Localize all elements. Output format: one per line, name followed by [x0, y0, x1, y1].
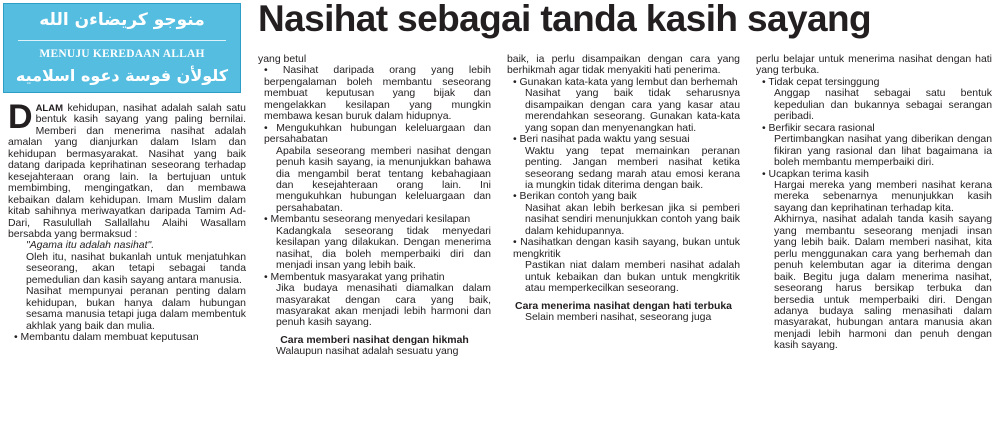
bullet-point: • Membantu seseorang menyedari kesilapan: [264, 214, 471, 226]
column-banner: [3, 3, 241, 93]
article-column-2: [258, 54, 491, 358]
banner-arabic-subtitle: كلولأن فوسة دعوه اسلاميه: [15, 66, 229, 85]
paragraph: Kadangkala seseorang tidak menyedari kesilapan yang dilakukan. Dengan menerima nasihat, dia boleh memperbaiki diri dan menjadi insan yang lebih baik.: [276, 225, 491, 272]
bullet-point: • Membantu dalam membuat keputusan: [14, 332, 199, 344]
section-subheading: Cara menerima nasihat dengan hati terbuka: [515, 300, 732, 312]
bullet-point: • Membentuk masyarakat yang prihatin: [264, 271, 445, 283]
paragraph: Oleh itu, nasihat bukanlah untuk menjatuhkan seseorang, akan tetapi sebagai tanda pemedulian dan kasih sayang antara manusia.: [26, 251, 246, 286]
paragraph: Nasihat mempunyai peranan penting dalam kehidupan, bukan hanya dalam hubungan sesama manusia tetapi juga dalam membentuk akhlak yang baik dan mulia.: [26, 286, 246, 332]
article-headline: Nasihat sebagai tanda kasih sayang: [258, 0, 871, 39]
bullet-point: • Nasihat daripada orang yang lebih berpengalaman boleh membantu seseorang membuat keputusan yang bijak dan mengelakkan kesilapan yang mungkin membawa kesan buruk dalam hidupnya.: [264, 65, 491, 123]
hadith-quote: "Agama itu adalah nasihat".: [26, 240, 155, 252]
bullet-point: • Gunakan kata-kata yang lembut dan berhemah: [513, 76, 738, 88]
bullet-point: • Mengukuhkan hubungan keleluargaan dan persahabatan: [264, 122, 491, 146]
section-subheading: Cara memberi nasihat dengan hikmah: [280, 334, 469, 346]
article-column-4: [756, 54, 992, 352]
paragraph: Hargai mereka yang memberi nasihat kerana mereka sebenarnya menunjukkan kasih sayang dan keprihatinan terhadap kita.: [774, 179, 992, 214]
paragraph: Selain memberi nasihat, seseorang juga: [525, 311, 712, 323]
paragraph: yang betul: [258, 54, 307, 65]
bullet-point: • Berfikir secara rasional: [762, 122, 875, 134]
lead-paragraph: [8, 98, 246, 240]
paragraph: Apabila seseorang memberi nasihat dengan penuh kasih sayang, ia menunjukkan bahawa dia mengambil berat tentang kebahagiaan dan kesejahteraan orang lain. Ini mengukuhkan hubungan keleluargaan dan persahabatan.: [276, 145, 491, 214]
bullet-point: • Ucapkan terima kasih: [762, 168, 869, 180]
bullet-point: • Nasihatkan dengan kasih sayang, bukan untuk mengkritik: [513, 237, 740, 260]
bullet-point: • Berikan contoh yang baik: [513, 191, 637, 203]
paragraph: Pastikan niat dalam memberi nasihat adalah untuk kebaikan dan bukan untuk mengkritik atau memperkecilkan seseorang.: [525, 260, 740, 295]
banner-arabic-title: منوجو كريضاءن الله: [39, 10, 205, 30]
bullet-point: • Tidak cepat tersinggung: [762, 76, 880, 88]
paragraph: perlu belajar untuk menerima nasihat dengan hati yang terbuka.: [756, 54, 992, 77]
paragraph: Pertimbangkan nasihat yang diberikan dengan fikiran yang rasional dan lihat bagaimana ia boleh membantu memperbaiki diri.: [774, 134, 992, 169]
article-column-1: [8, 98, 246, 344]
paragraph: Waktu yang tepat memainkan peranan penting. Jangan memberi nasihat ketika seseorang sedang marah atau emosi kerana ia mungkin tidak diterima dengan baik.: [525, 145, 740, 191]
paragraph: Walaupun nasihat adalah sesuatu yang: [276, 346, 459, 358]
lead-caps: ALAM: [35, 103, 64, 114]
paragraph: Nasihat yang baik tidak seharusnya disampaikan dengan cara yang kasar atau merendahkan seseorang. Gunakan kata-kata yang sopan dan menyenangkan hati.: [525, 88, 740, 134]
conclusion-paragraph: Akhirnya, nasihat adalah tanda kasih sayang yang membantu seseorang menjadi insan yang lebih baik. Dalam memberi nasihat, kita perlu menggunakan cara yang berhemah dan penuh kelembutan agar ia diterima dengan baik. Begitu juga dalam menerima nasihat, seseorang harus bersikap terbuka dan bersedia untuk memperbaiki diri. Dengan adanya budaya saling menasihati dalam masyarakat, hubungan antara manusia akan menjadi lebih harmoni dan penuh dengan kasih sayang.: [774, 214, 992, 352]
paragraph: Nasihat akan lebih berkesan jika si pemberi nasihat sendiri menunjukkan contoh yang baik dalam kehidupannya.: [525, 202, 740, 237]
paragraph: baik, ia perlu disampaikan dengan cara yang berhikmah agar tidak menyakiti hati penerima.: [507, 54, 740, 77]
banner-latin-title: MENUJU KEREDAAN ALLAH: [39, 48, 205, 60]
bullet-point: • Beri nasihat pada waktu yang sesuai: [513, 134, 690, 146]
paragraph: Anggap nasihat sebagai satu bentuk kepedulian dan bukannya sebagai serangan peribadi.: [774, 88, 992, 123]
drop-cap: D: [8, 98, 33, 136]
lead-text: kehidupan, nasihat adalah salah satu bentuk kasih sayang yang paling bernilai. Memberi dan menerima nasihat adalah amalan yang dianjurkan dalam Islam dan kehidupan bermasyarakat. Nasihat yang baik datang daripada keprihatinan seseorang terhadap kesejahteraan orang lain. Ia bertujuan untuk membimbing, mengingatkan, dan membawa kebaikan dalam kehidupan. Imam Muslim dalam kitab sahihnya meriwayatkan daripada Tamim Ad-Dari, Rasulullah Sallallahu Alaihi Wasallam bersabda yang bermaksud :: [8, 103, 246, 240]
article-column-3: [507, 54, 740, 323]
paragraph: Jika budaya menasihati diamalkan dalam masyarakat dengan cara yang baik, masyarakat akan menjadi lebih harmoni dan penuh kasih sayang.: [276, 283, 491, 329]
banner-rule: [18, 40, 226, 41]
